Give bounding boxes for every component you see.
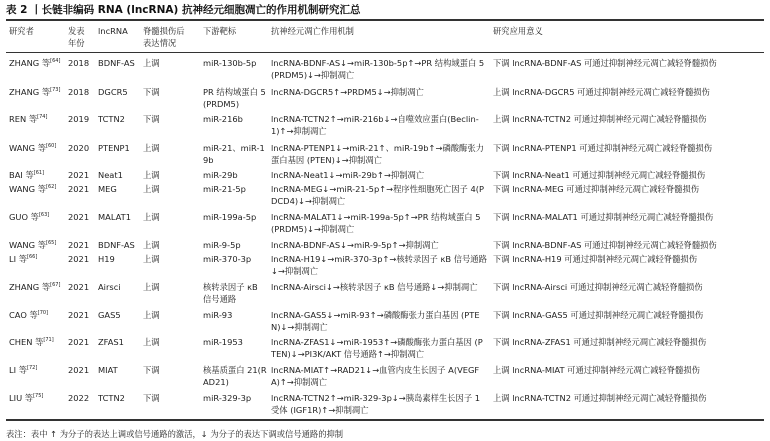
reference-number: [74] bbox=[37, 114, 48, 121]
cell-significance: 下调 lncRNA-Airsci 可通过抑制神经元凋亡减轻脊髓损伤 bbox=[493, 282, 703, 292]
cell-significance: 下调 lncRNA-MALAT1 可通过抑制神经元凋亡减轻脊髓损伤 bbox=[493, 212, 714, 222]
cell-significance: 下调 lncRNA-ZFAS1 可通过抑制神经元凋亡减轻脊髓损伤 bbox=[493, 337, 707, 347]
cell-significance: 下调 lncRNA-BDNF-AS 可通过抑制神经元凋亡减轻脊髓损伤 bbox=[493, 58, 717, 68]
cell-expression: 上调 bbox=[143, 170, 160, 180]
reference-number: [75] bbox=[33, 393, 44, 400]
cell-researcher bbox=[9, 336, 54, 348]
cell-lncrna: DGCR5 bbox=[98, 87, 128, 97]
cell-lncrna: MEG bbox=[98, 184, 117, 194]
researcher-name: ZHANG 等 bbox=[9, 282, 51, 292]
cell-lncrna: MIAT bbox=[98, 365, 118, 375]
cell-year: 2021 bbox=[68, 254, 90, 264]
cell-target: 核转录因子 κB 信号通路 bbox=[203, 282, 258, 304]
cell-lncrna: PTENP1 bbox=[98, 143, 130, 153]
cell-target: miR-9-5p bbox=[203, 240, 241, 250]
cell-significance: 下调 lncRNA-PTENP1 可通过抑制神经元凋亡减轻脊髓损伤 bbox=[493, 143, 713, 153]
cell-mechanism: lncRNA-BDNF-AS↓→miR-9-5p↑→抑制凋亡 bbox=[271, 240, 439, 250]
bottom-rule bbox=[6, 419, 764, 421]
cell-mechanism: lncRNA-Neat1↓→miR-29b↑→抑制凋亡 bbox=[271, 170, 425, 180]
cell-mechanism: lncRNA-BDNF-AS↓→miR-130b-5p↑→PR 结构域蛋白 5(PRDM5)↓→抑制凋亡 bbox=[271, 58, 485, 80]
header-researcher: 研究者 bbox=[9, 26, 34, 36]
cell-target: miR-216b bbox=[203, 114, 243, 124]
cell-researcher bbox=[9, 211, 49, 223]
cell-researcher bbox=[9, 392, 43, 404]
cell-year: 2020 bbox=[68, 143, 90, 153]
reference-number: [65] bbox=[46, 240, 57, 247]
reference-number: [67] bbox=[50, 282, 61, 289]
cell-year: 2022 bbox=[68, 393, 90, 403]
cell-mechanism: lncRNA-Airsci↓→核转录因子 κB 信号通路↓→抑制凋亡 bbox=[271, 282, 478, 292]
cell-significance: 下调 lncRNA-Neat1 可通过抑制神经元凋亡减轻脊髓损伤 bbox=[493, 170, 706, 180]
cell-significance: 下调 lncRNA-BDNF-AS 可通过抑制神经元凋亡减轻脊髓损伤 bbox=[493, 240, 717, 250]
researcher-name: WANG 等 bbox=[9, 143, 46, 153]
cell-target: miR-21-5p bbox=[203, 184, 246, 194]
cell-researcher bbox=[9, 57, 60, 69]
cell-lncrna: BDNF-AS bbox=[98, 58, 135, 68]
header-expression: 脊髓损伤后 表达情况 bbox=[143, 26, 185, 48]
cell-researcher bbox=[9, 86, 60, 98]
cell-target: miR-93 bbox=[203, 310, 233, 320]
cell-researcher bbox=[9, 364, 37, 376]
cell-expression: 上调 bbox=[143, 240, 160, 250]
cell-mechanism: lncRNA-MEG↓→miR-21-5p↑→程序性细胞死亡因子 4(PDCD4)↓→抑制凋亡 bbox=[271, 184, 484, 206]
cell-expression: 上调 bbox=[143, 143, 160, 153]
cell-lncrna: TCTN2 bbox=[98, 114, 125, 124]
cell-lncrna: H19 bbox=[98, 254, 115, 264]
cell-year: 2021 bbox=[68, 337, 90, 347]
header-lncrna: lncRNA bbox=[98, 26, 128, 36]
cell-expression: 下调 bbox=[143, 393, 160, 403]
top-rule bbox=[6, 19, 764, 21]
cell-mechanism: lncRNA-TCTN2↑→miR-216b↓→自噬效应蛋白(Beclin-1)↑→抑制凋亡 bbox=[271, 114, 479, 136]
cell-researcher bbox=[9, 253, 37, 265]
researcher-name: CHEN 等 bbox=[9, 337, 44, 347]
cell-significance: 上调 lncRNA-MIAT 可通过抑制神经元凋亡减轻脊髓损伤 bbox=[493, 365, 700, 375]
researcher-name: WANG 等 bbox=[9, 240, 46, 250]
cell-researcher bbox=[9, 183, 56, 195]
cell-researcher bbox=[9, 142, 56, 154]
reference-number: [60] bbox=[46, 143, 57, 150]
cell-expression: 上调 bbox=[143, 212, 160, 222]
researcher-name: ZHANG 等 bbox=[9, 87, 51, 97]
cell-expression: 下调 bbox=[143, 87, 160, 97]
table-title: 表 2 丨长链非编码 RNA (lncRNA) 抗神经元细胞凋亡的作用机制研究汇总 bbox=[6, 4, 361, 16]
cell-lncrna: BDNF-AS bbox=[98, 240, 135, 250]
reference-number: [71] bbox=[43, 337, 54, 344]
cell-mechanism: lncRNA-TCTN2↑→miR-329-3p↓→胰岛素样生长因子 1 受体 (IGF1R)↑→抑制凋亡 bbox=[271, 393, 481, 415]
cell-mechanism: lncRNA-ZFAS1↓→miR-1953↑→磷酸酶张力蛋白基因 (PTEN)↓→PI3K/AKT 信号通路↑→抑制凋亡 bbox=[271, 337, 483, 359]
cell-significance: 下调 lncRNA-H19 可通过抑制神经元凋亡减轻脊髓损伤 bbox=[493, 254, 698, 264]
cell-expression: 上调 bbox=[143, 254, 160, 264]
researcher-name: LIU 等 bbox=[9, 393, 34, 403]
cell-target: miR-29b bbox=[203, 170, 238, 180]
reference-number: [61] bbox=[33, 170, 45, 177]
table-note: 表注：表中 ↑ 为分子的表达上调或信号通路的激活，↓ 为分子的表达下调或信号通路的抑制 bbox=[6, 429, 344, 439]
cell-expression: 上调 bbox=[143, 184, 160, 194]
cell-significance: 下调 lncRNA-GAS5 可通过抑制神经元凋亡减轻脊髓损伤 bbox=[493, 310, 704, 320]
cell-year: 2021 bbox=[68, 212, 90, 222]
cell-researcher bbox=[9, 281, 60, 293]
cell-mechanism: lncRNA-H19↓→miR-370-3p↑→核转录因子 κB 信号通路↓→抑制凋亡 bbox=[271, 254, 487, 276]
cell-year: 2021 bbox=[68, 240, 90, 250]
cell-lncrna: TCTN2 bbox=[98, 393, 125, 403]
reference-number: [70] bbox=[37, 310, 49, 317]
cell-significance: 上调 lncRNA-TCTN2 可通过抑制神经元凋亡减轻脊髓损伤 bbox=[493, 114, 707, 124]
reference-number: [64] bbox=[50, 58, 61, 65]
cell-significance: 下调 lncRNA-MEG 可通过抑制神经元凋亡减轻脊髓损伤 bbox=[493, 184, 700, 194]
researcher-name: LI 等 bbox=[9, 365, 28, 375]
cell-expression: 上调 bbox=[143, 337, 160, 347]
cell-year: 2018 bbox=[68, 87, 90, 97]
header-mechanism: 抗神经元凋亡作用机制 bbox=[271, 26, 354, 36]
header-significance: 研究应用意义 bbox=[493, 26, 543, 36]
reference-number: [62] bbox=[46, 184, 57, 191]
cell-target: PR 结构域蛋白 5(PRDM5) bbox=[203, 87, 266, 109]
cell-significance: 上调 lncRNA-DGCR5 可通过抑制神经元凋亡减轻脊髓损伤 bbox=[493, 87, 710, 97]
reference-number: [63] bbox=[38, 212, 50, 219]
researcher-name: WANG 等 bbox=[9, 184, 46, 194]
cell-year: 2018 bbox=[68, 58, 90, 68]
cell-year: 2021 bbox=[68, 365, 90, 375]
cell-lncrna: ZFAS1 bbox=[98, 337, 124, 347]
header-rule bbox=[6, 52, 764, 53]
cell-target: 核基质蛋白 21(RAD21) bbox=[203, 365, 267, 387]
cell-expression: 下调 bbox=[143, 365, 160, 375]
researcher-name: GUO 等 bbox=[9, 212, 39, 222]
cell-expression: 下调 bbox=[143, 114, 160, 124]
cell-target: miR-370-3p bbox=[203, 254, 252, 264]
cell-year: 2021 bbox=[68, 184, 90, 194]
cell-year: 2019 bbox=[68, 114, 90, 124]
cell-year: 2021 bbox=[68, 170, 90, 180]
cell-year: 2021 bbox=[68, 282, 90, 292]
cell-expression: 上调 bbox=[143, 282, 160, 292]
cell-expression: 上调 bbox=[143, 310, 160, 320]
researcher-name: LI 等 bbox=[9, 254, 28, 264]
cell-target: miR-21、miR-19b bbox=[203, 143, 265, 165]
cell-significance: 上调 lncRNA-TCTN2 可通过抑制神经元凋亡减轻脊髓损伤 bbox=[493, 393, 707, 403]
cell-lncrna: Airsci bbox=[98, 282, 121, 292]
researcher-name: CAO 等 bbox=[9, 310, 38, 320]
cell-target: miR-199a-5p bbox=[203, 212, 257, 222]
header-year: 发表 年份 bbox=[68, 26, 85, 48]
researcher-name: BAI 等 bbox=[9, 170, 34, 180]
cell-lncrna: Neat1 bbox=[98, 170, 123, 180]
researcher-name: REN 等 bbox=[9, 114, 38, 124]
researcher-name: ZHANG 等 bbox=[9, 58, 51, 68]
cell-expression: 上调 bbox=[143, 58, 160, 68]
reference-number: [66] bbox=[27, 254, 38, 261]
cell-researcher bbox=[9, 169, 44, 181]
header-target: 下游靶标 bbox=[203, 26, 237, 36]
cell-target: miR-329-3p bbox=[203, 393, 252, 403]
cell-target: miR-130b-5p bbox=[203, 58, 257, 68]
cell-researcher bbox=[9, 239, 56, 251]
cell-mechanism: lncRNA-MIAT↑→RAD21↓→血管内皮生长因子 A(VEGFA)↑→抑制凋亡 bbox=[271, 365, 480, 387]
cell-researcher bbox=[9, 113, 47, 125]
cell-target: miR-1953 bbox=[203, 337, 243, 347]
reference-number: [73] bbox=[50, 87, 61, 94]
cell-mechanism: lncRNA-DGCR5↑→PRDM5↓→抑制凋亡 bbox=[271, 87, 424, 97]
cell-researcher bbox=[9, 309, 48, 321]
cell-mechanism: lncRNA-GAS5↓→miR-93↑→磷酸酶张力蛋白基因 (PTEN)↓→抑制凋亡 bbox=[271, 310, 480, 332]
cell-mechanism: lncRNA-MALAT1↓→miR-199a-5p↑→PR 结构域蛋白 5(PRDM5)↓→抑制凋亡 bbox=[271, 212, 481, 234]
cell-year: 2021 bbox=[68, 310, 90, 320]
cell-lncrna: MALAT1 bbox=[98, 212, 132, 222]
cell-lncrna: GAS5 bbox=[98, 310, 121, 320]
reference-number: [72] bbox=[27, 365, 38, 372]
cell-mechanism: lncRNA-PTENP1↓→miR-21↑、miR-19b↑→磷酸酶张力蛋白基因 (PTEN)↓→抑制凋亡 bbox=[271, 143, 484, 165]
